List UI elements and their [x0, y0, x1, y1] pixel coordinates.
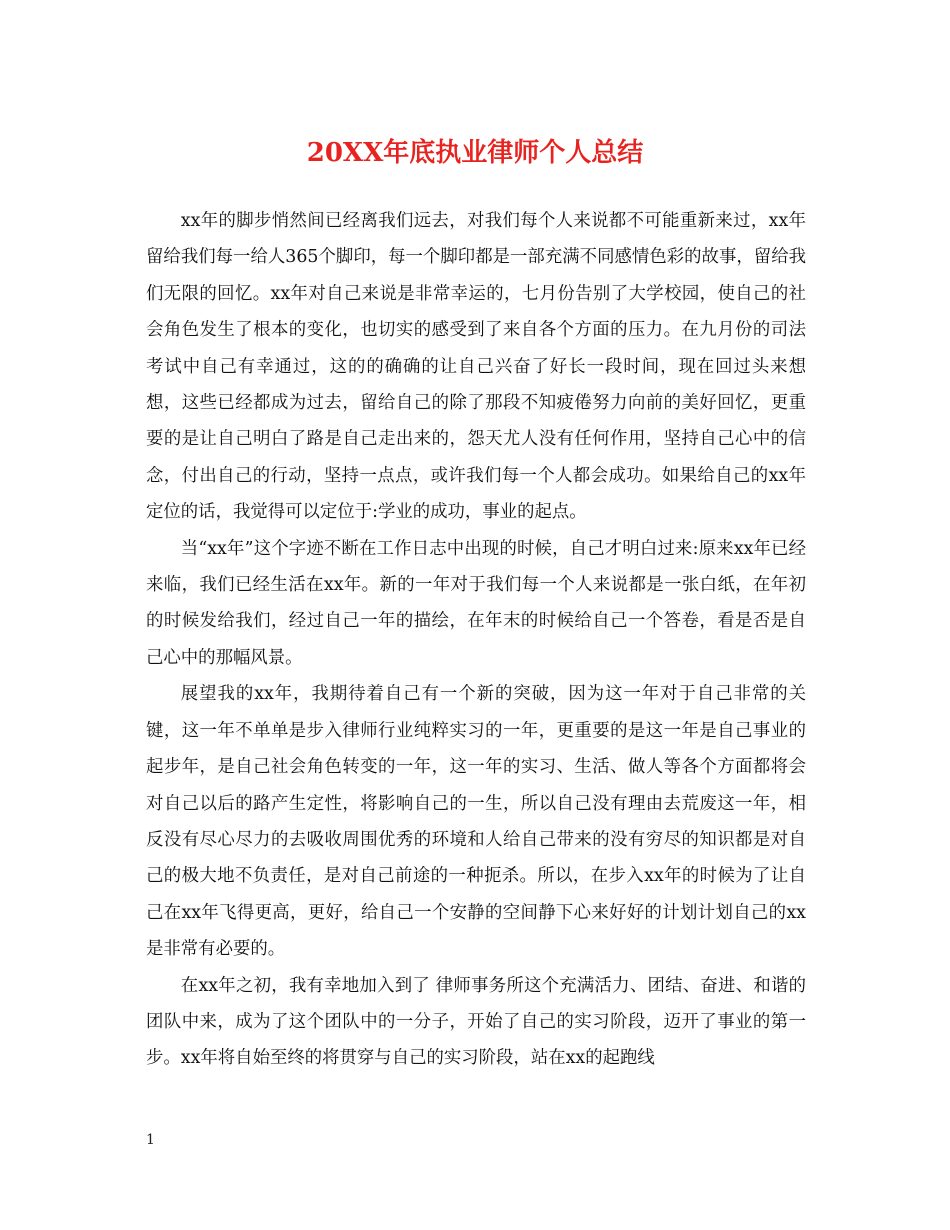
paragraph-2: 当“xx年”这个字迹不断在工作日志中出现的时候，自己才明白过来:原来xx年已经来临，我们已经生活在xx年。新的一年对于我们每一个人来说都是一张白纸，在年初的时候发给我们，经过自己一年的描绘，在年末的时候给自己一个答卷，看是否是自己心中的那幅风景。: [146, 538, 806, 668]
document-title: 20XX年底执业律师个人总结: [306, 138, 644, 168]
document-body: [146, 203, 806, 1077]
paragraph-3: 展望我的xx年，我期待着自己有一个新的突破，因为这一年对于自己非常的关键，这一年不单单是步入律师行业纯粹实习的一年，更重要的是这一年是自己事业的起步年，是自己社会角色转变的一年，这一年的实习、生活、做人等各个方面都将会对自己以后的路产生定性，将影响自己的一生，所以自己没有理由去荒废这一年，相反没有尽心尽力的去吸收周围优秀的环境和人给自己带来的没有穷尽的知识都是对自己的极大地不负责任，是对自己前途的一种扼杀。所以，在步入xx年的时候为了让自己在xx年飞得更高，更好，给自己一个安静的空间静下心来好好的计划计划自己的xx是非常有必要的。: [146, 684, 806, 960]
page-number: 1: [146, 1132, 155, 1148]
paragraph-4: 在xx年之初，我有幸地加入到了 律师事务所这个充满活力、团结、奋进、和谐的团队中来，成为了这个团队中的一分子，开始了自己的实习阶段，迈开了事业的第一步。xx年将自始至终的将贯穿与自己的实习阶段，站在xx的起跑线: [146, 975, 806, 1069]
paragraph-1: xx年的脚步悄然间已经离我们远去，对我们每个人来说都不可能重新来过，xx年留给我们每一给人365个脚印，每一个脚印都是一部充满不同感情色彩的故事，留给我们无限的回忆。xx年对自己来说是非常幸运的，七月份告别了大学校园，使自己的社会角色发生了根本的变化，也切实的感受到了来自各个方面的压力。在九月份的司法考试中自己有幸通过，这的的确确的让自己兴奋了好长一段时间，现在回过头来想想，这些已经都成为过去，留给自己的除了那段不知疲倦努力向前的美好回忆，更重要的是让自己明白了路是自己走出来的，怨天尤人没有任何作用，坚持自己心中的信念，付出自己的行动，坚持一点点，或许我们每一个人都会成功。如果给自己的xx年定位的话，我觉得可以定位于:学业的成功，事业的起点。: [146, 211, 806, 523]
